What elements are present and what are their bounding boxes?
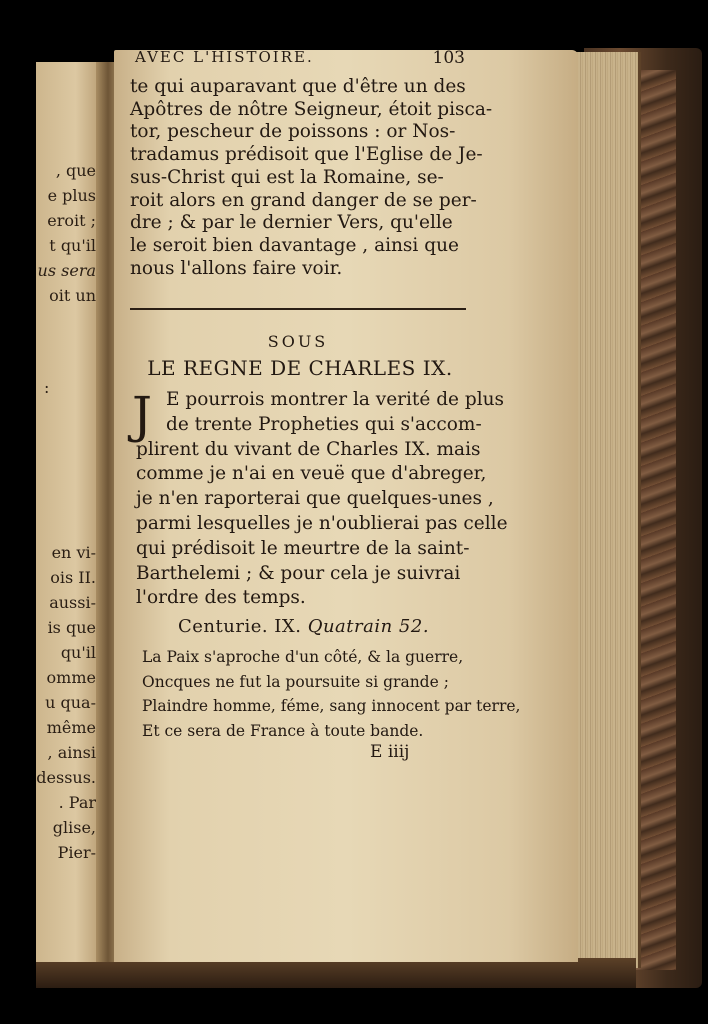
text-line: l'ordre des temps. [136,587,306,609]
signature-mark: E iiij [370,742,410,762]
text-line: parmi lesquelles je n'oublierai pas celle [136,512,508,534]
verse-line: La Paix s'aproche d'un côté, & la guerre, [142,648,464,666]
text-line: nous l'allons faire voir. [130,257,343,279]
left-line: Pier- [57,843,96,862]
left-line: qu'il [60,643,96,662]
left-page [36,62,102,962]
section-divider-rule [130,308,466,310]
text-line: sus-Christ qui est la Romaine, se- [130,166,444,188]
text-line: roit alors en grand danger de se per- [130,189,477,211]
paragraph-one [130,76,493,280]
left-line: : [44,378,50,397]
left-line: . Par [58,793,96,812]
left-line: eroit ; [47,211,96,230]
left-line: aussi- [49,593,96,612]
text-line: tradamus prédisoit que l'Eglise de Je- [130,144,483,166]
section-label: SOUS [267,332,329,351]
text-line: qui prédisoit le meurtre de la saint- [136,537,470,559]
left-line: dessus. [36,768,96,787]
drop-cap: J [132,386,153,444]
verse-line: Oncques ne fut la poursuite si grande ; [142,672,449,691]
left-line: omme [46,668,96,687]
left-line: même [46,718,96,737]
text-line: E pourrois montrer la verité de plus [166,389,505,410]
left-line: ois II. [50,568,96,587]
text-line: Barthelemi ; & pour cela je suivrai [136,562,461,584]
section-title: LE REGNE DE CHARLES IX. [147,356,453,380]
text-line: plirent du vivant de Charles IX. mais [136,438,481,460]
text-line: je n'en raporterai que quelques-unes , [136,488,494,510]
left-line: e plus [47,186,96,205]
left-line: t qu'il [49,236,96,255]
left-line: glise, [52,818,96,837]
left-line: is que [47,618,96,637]
left-line: , ainsi [47,743,96,762]
left-line: en vi- [51,543,96,562]
text-line: Apôtres de nôtre Seigneur, étoit pisca- [130,98,493,120]
paragraph-two [136,388,508,611]
verse-line: Et ce sera de France à toute bande. [142,721,424,740]
left-page-upper-text [36,158,96,400]
left-line: us sera [37,261,96,280]
left-page-lower-text [36,540,96,865]
text-line: de trente Propheties qui s'accom- [166,413,482,435]
verse-line: Plaindre homme, féme, sang innocent par terre, [142,697,521,715]
text-line: te qui auparavant que d'être un des [130,76,466,97]
left-line: , que [55,161,96,180]
book-bottom-edge [36,958,636,988]
quatrain-label: Quatrain 52. [307,616,430,637]
left-line: u qua- [45,693,96,712]
running-head-title: AVEC L'HISTOIRE. [135,48,314,66]
text-line: dre ; & par le dernier Vers, qu'elle [130,212,453,234]
left-line: oit un [49,286,96,305]
marbled-endpaper [636,70,676,970]
text-line: le seroit bien davantage , ainsi que [130,234,459,256]
quatrain-verses [142,645,521,743]
text-line: tor, pescheur de poissons : or Nos- [130,121,456,143]
text-line: comme je n'ai en veuë que d'abreger, [136,463,487,485]
quatrain-heading [178,616,478,637]
centurie-label: Centurie. IX. [178,616,302,637]
page-number: 103 [432,48,465,68]
